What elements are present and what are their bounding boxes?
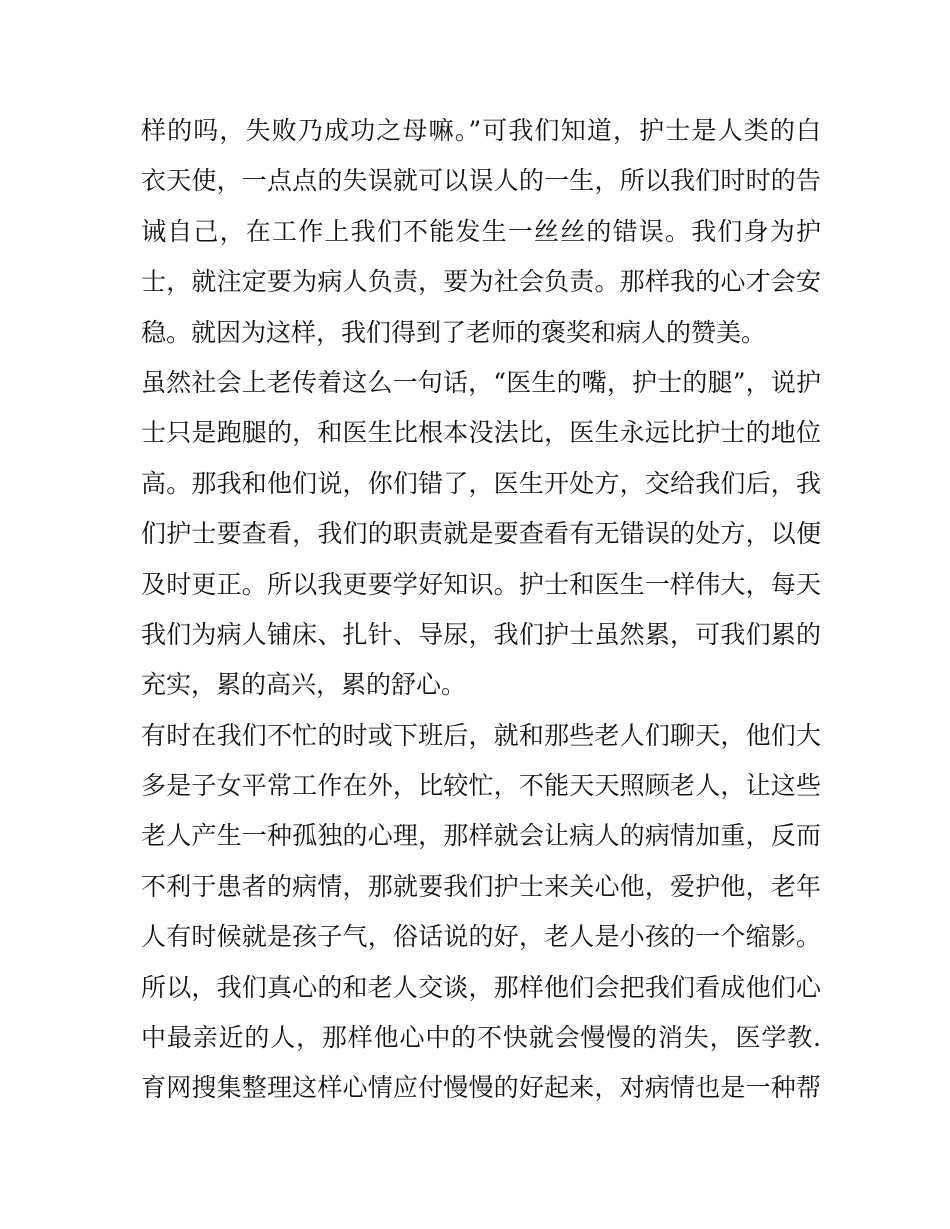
text-line: 育网搜集整理这样心情应付慢慢的好起来，对病情也是一种帮 xyxy=(141,1073,821,1103)
text-line: 士，就注定要为病人负责，要为社会负责。那样我的心才会安 xyxy=(141,267,821,297)
text-line: 稳。就因为这样，我们得到了老师的褒奖和病人的赞美。 xyxy=(141,317,767,347)
text-line: 中最亲近的人，那样他心中的不快就会慢慢的消失，医学教. xyxy=(141,1023,821,1053)
text-line: 诫自己，在工作上我们不能发生一丝丝的错误。我们身为护 xyxy=(141,216,821,246)
text-line: 人有时候就是孩子气，俗话说的好，老人是小孩的一个缩影。 xyxy=(141,922,821,952)
text-line: 不利于患者的病情，那就要我们护士来关心他，爱护他，老年 xyxy=(141,871,821,901)
text-line: 样的吗，失败乃成功之母嘛。”可我们知道，护士是人类的白 xyxy=(141,116,821,145)
text-line: 及时更正。所以我更要学好知识。护士和医生一样伟大，每天 xyxy=(141,569,821,599)
text-line: 多是子女平常工作在外，比较忙，不能天天照顾老人，让这些 xyxy=(141,771,821,801)
text-line: 虽然社会上老传着这么一句话，“医生的嘴，护士的腿”，说护 xyxy=(141,367,821,397)
text-line: 高。那我和他们说，你们错了，医生开处方，交给我们后，我 xyxy=(141,468,821,498)
text-line: 士只是跑腿的，和医生比根本没法比，医生永远比护士的地位 xyxy=(141,418,821,448)
text-line: 充实，累的高兴，累的舒心。 xyxy=(141,670,467,700)
text-line: 们护士要查看，我们的职责就是要查看有无错误的处方，以便 xyxy=(141,519,821,549)
text-line: 我们为病人铺床、扎针、导尿，我们护士虽然累，可我们累的 xyxy=(141,619,821,649)
body-text xyxy=(141,106,821,1114)
text-line: 有时在我们不忙的时或下班后，就和那些老人们聊天，他们大 xyxy=(141,720,821,750)
text-line: 衣天使，一点点的失误就可以误人的一生，所以我们时时的告 xyxy=(141,166,821,196)
text-line: 所以，我们真心的和老人交谈，那样他们会把我们看成他们心 xyxy=(141,972,821,1002)
text-line: 老人产生一种孤独的心理，那样就会让病人的病情加重，反而 xyxy=(141,821,821,851)
